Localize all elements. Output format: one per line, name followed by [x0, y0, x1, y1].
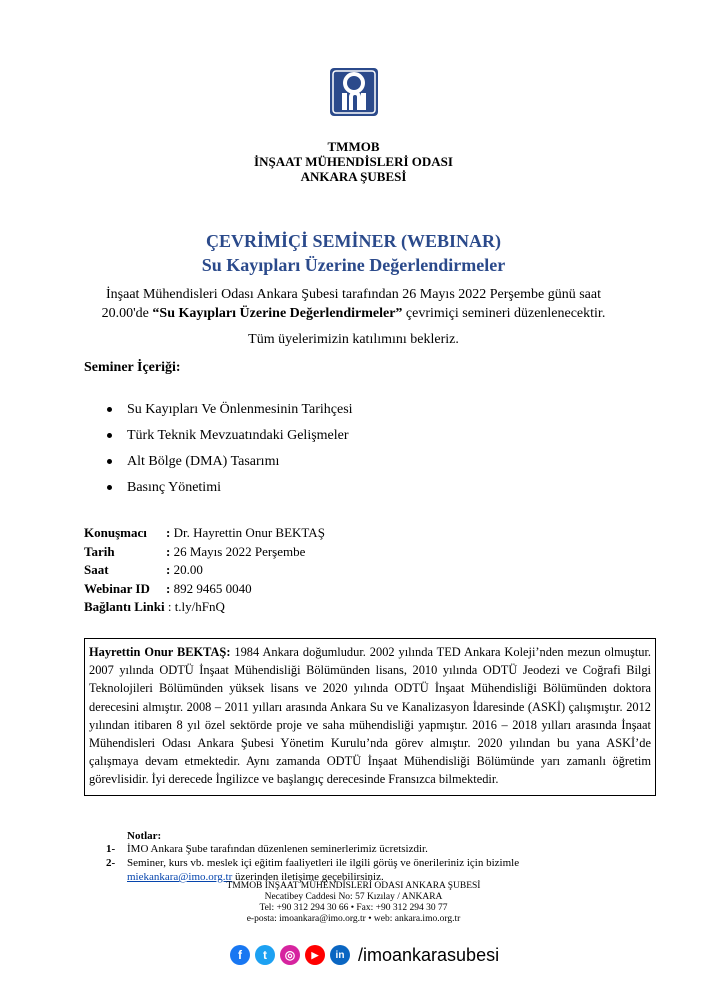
detail-row-link: [84, 598, 325, 617]
topic-text: Su Kayıpları Ve Önlenmesinin Tarihçesi: [127, 402, 353, 417]
topic-text: Basınç Yönetimi: [127, 480, 221, 495]
bullet-icon: [107, 407, 112, 412]
org-line-2: İNŞAAT MÜHENDİSLERİ ODASI: [254, 154, 453, 169]
seminar-details: [84, 524, 325, 617]
intro-line-2-pre: 20.00'de: [101, 306, 153, 321]
topic-text: Türk Teknik Mevzuatındaki Gelişmeler: [127, 428, 349, 443]
imo-logo-icon: [329, 67, 379, 117]
social-handle: /imoankarasubesi: [358, 944, 500, 965]
footer-line-1: TMMOB İNŞAAT MÜHENDİSLERİ ODASI ANKARA ŞUBESİ: [226, 881, 481, 891]
title-line-2: Su Kayıpları Üzerine Değerlendirmeler: [201, 255, 506, 275]
notes-heading: Notlar:: [127, 830, 162, 842]
footer: [0, 881, 707, 925]
list-item: [127, 426, 627, 452]
footer-line-2: Necatibey Caddesi No: 57 Kızılay / ANKARA: [264, 892, 443, 902]
note-text: İMO Ankara Şube tarafından düzenlenen seminerlerimiz ücretsizdir.: [127, 843, 428, 855]
twitter-icon[interactable]: t: [255, 945, 275, 965]
instagram-icon[interactable]: ◎: [280, 945, 300, 965]
note-text-part: üzerinden iletişime geçebilirsiniz.: [232, 871, 384, 883]
bullet-icon: [107, 459, 112, 464]
title-line-1: ÇEVRİMİÇİ SEMİNER (WEBINAR): [205, 231, 502, 251]
detail-separator: :: [166, 580, 171, 596]
detail-separator: :: [167, 599, 172, 614]
bio-text: 1984 Ankara doğumludur. 2002 yılında TED Ankara Koleji’nden mezun olmuştur. 2007 yılında ODTÜ İnşaat Mühendisliği Bölümünden lisans, 2010 yılında ODTÜ Jeodezi ve Coğrafi Bilgi Teknolojileri Bölümünden yüksek lisans ve 2020 yılında ODTÜ İnşaat Mühendisliği Bölümünden doktora derecesini almıştır. 2008 – 2011 yılları arasında Ankara Su ve Kanalizasyon İdaresinde (ASKİ) çalışmıştır. 2012 yılından itibaren 8 yıl özel sektörde proje ve saha mühendisliği yapmıştır. 2016 – 2018 yılları arasında İnşaat Mühendisleri Odası Ankara Şubesi Yönetim Kurulu’nda görev almıştır. 2020 yılından bu yana ASKİ’de çalışmaya devam etmektedir. Aynı zamanda ODTÜ İnşaat Mühendisliği Bölümünde yarı zamanlı öğretim görevlisidir. İyi derecede İngilizce ve başlangıç derecesinde Fransızca bilmektedir.: [89, 645, 651, 787]
detail-label: Konuşmacı: [84, 525, 147, 540]
list-item: [127, 478, 627, 504]
intro-paragraph: [0, 285, 707, 323]
intro-seminar-name: “Su Kayıpları Üzerine Değerlendirmeler”: [152, 306, 403, 321]
org-line-3: ANKARA ŞUBESİ: [300, 169, 407, 184]
footer-line-4: e-posta: imoankara@imo.org.tr • web: ankara.imo.org.tr: [246, 914, 461, 924]
detail-separator: :: [166, 525, 171, 540]
intro-line-2: [0, 304, 707, 323]
detail-row-speaker: [84, 524, 325, 543]
detail-value: Dr. Hayrettin Onur BEKTAŞ: [173, 525, 325, 540]
note-item: [106, 856, 624, 884]
facebook-icon[interactable]: f: [230, 945, 250, 965]
org-name: [0, 139, 707, 184]
detail-label: Tarih: [84, 543, 115, 559]
note-number: 2-: [106, 857, 116, 869]
topic-list: [127, 400, 627, 504]
speaker-bio: [84, 638, 656, 796]
youtube-icon[interactable]: ▶: [305, 945, 325, 965]
email-link[interactable]: miekankara@imo.org.tr: [127, 871, 233, 883]
social-links: [230, 943, 499, 967]
list-item: [127, 452, 627, 478]
detail-label: Webinar ID: [84, 580, 150, 596]
detail-separator: :: [166, 543, 171, 559]
org-line-1: TMMOB: [327, 139, 380, 154]
topic-text: Alt Bölge (DMA) Tasarımı: [127, 454, 280, 469]
detail-separator: :: [166, 562, 171, 577]
seminar-title: [0, 229, 707, 277]
content-heading: Seminer İçeriği:: [84, 360, 181, 375]
footer-line-3: Tel: +90 312 294 30 66 • Fax: +90 312 294 30 77: [259, 903, 448, 913]
bullet-icon: [107, 485, 112, 490]
list-item: [127, 400, 627, 426]
detail-row-time: [84, 561, 325, 580]
detail-value: 20.00: [173, 562, 203, 577]
intro-line-2-post: çevrimiçi semineri düzenlenecektir.: [402, 306, 606, 321]
invite-text: Tüm üyelerimizin katılımını bekleriz.: [248, 332, 459, 347]
bio-name: Hayrettin Onur BEKTAŞ:: [89, 645, 231, 659]
notes-list: [106, 842, 624, 884]
connection-link[interactable]: t.ly/hFnQ: [174, 599, 225, 614]
note-text-part: Seminer, kurs vb. meslek içi eğitim faaliyetleri ile ilgili görüş ve önerileriniz için bizimle: [127, 857, 520, 869]
detail-label: Saat: [84, 562, 109, 577]
note-item: [106, 842, 624, 856]
linkedin-icon[interactable]: in: [330, 945, 350, 965]
detail-value: 892 9465 0040: [173, 580, 252, 596]
note-text: [127, 856, 519, 884]
detail-row-date: [84, 543, 325, 562]
detail-label: Bağlantı Linki: [84, 599, 165, 614]
intro-line-1: İnşaat Mühendisleri Odası Ankara Şubesi tarafından 26 Mayıs 2022 Perşembe günü saat: [106, 287, 601, 302]
detail-row-webinar-id: [84, 580, 325, 599]
detail-value: 26 Mayıs 2022 Perşembe: [173, 543, 306, 559]
note-number: 1-: [106, 843, 116, 855]
bullet-icon: [107, 433, 112, 438]
